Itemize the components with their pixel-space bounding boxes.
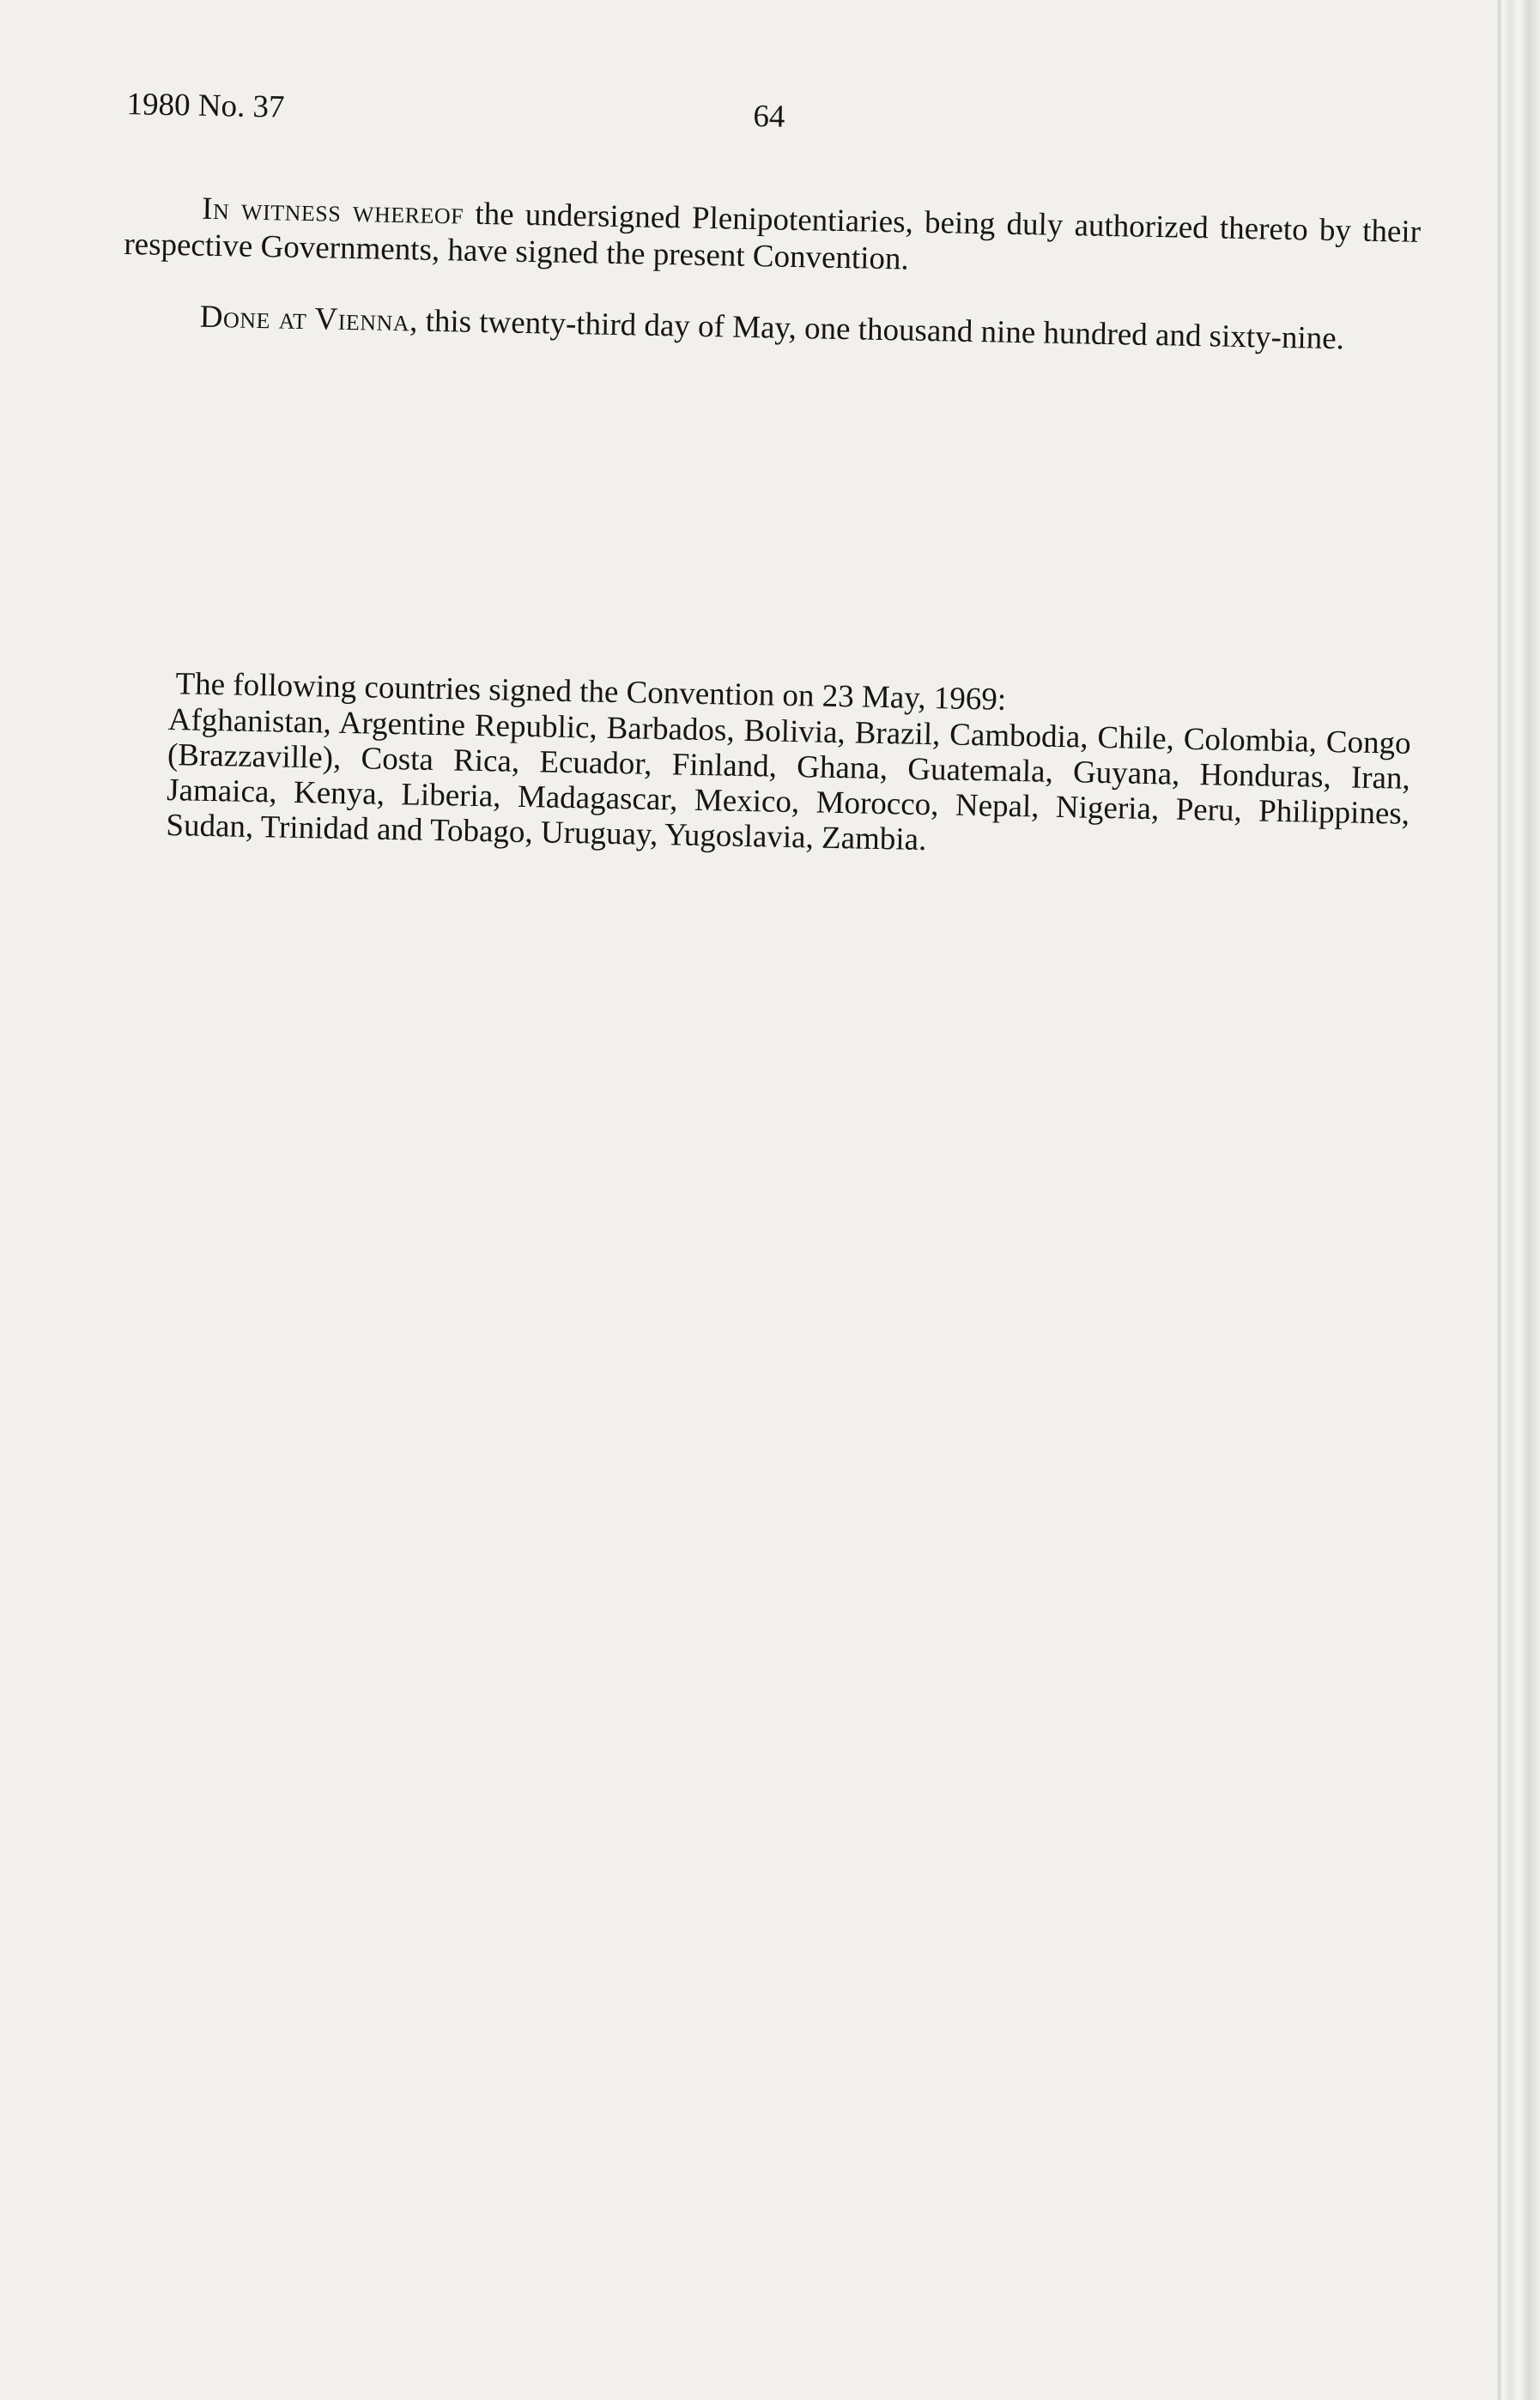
witness-text: the undersigned Plenipotentiaries, being duly authorized thereto by their respective Governments, have signed the present Convention. <box>124 196 1422 277</box>
done-text: , this twenty-third day of May, one thousand nine hundred and sixty-nine. <box>409 303 1345 357</box>
page-edge <box>1498 0 1540 2400</box>
page-header <box>126 86 1423 171</box>
done-paragraph <box>122 297 1419 359</box>
statute-reference: 1980 No. 37 <box>126 86 285 125</box>
page-content <box>112 86 1423 867</box>
page-number: 64 <box>753 99 785 135</box>
witness-lead: In witness whereof <box>201 191 464 232</box>
done-lead: Done at Vienna <box>199 299 410 339</box>
signatories-intro: The following countries signed the Convention on 23 May, 1969: <box>175 666 1007 718</box>
signatories-list: Afghanistan, Argentine Republic, Barbados, Bolivia, Brazil, Cambodia, Chile, Colombia, Congo (Brazzaville), Costa Rica, Ecuador, Finland, Ghana, Guatemala, Guyana, Honduras, Iran, Jamaica, Kenya, Liberia, Madagascar, Mexico, Morocco, Nepal, Nigeria, Peru, Philippines, Sudan, Trinidad and Tobago, Uruguay, Yugoslavia, Zambia. <box>166 702 1411 858</box>
witness-paragraph <box>124 189 1421 288</box>
